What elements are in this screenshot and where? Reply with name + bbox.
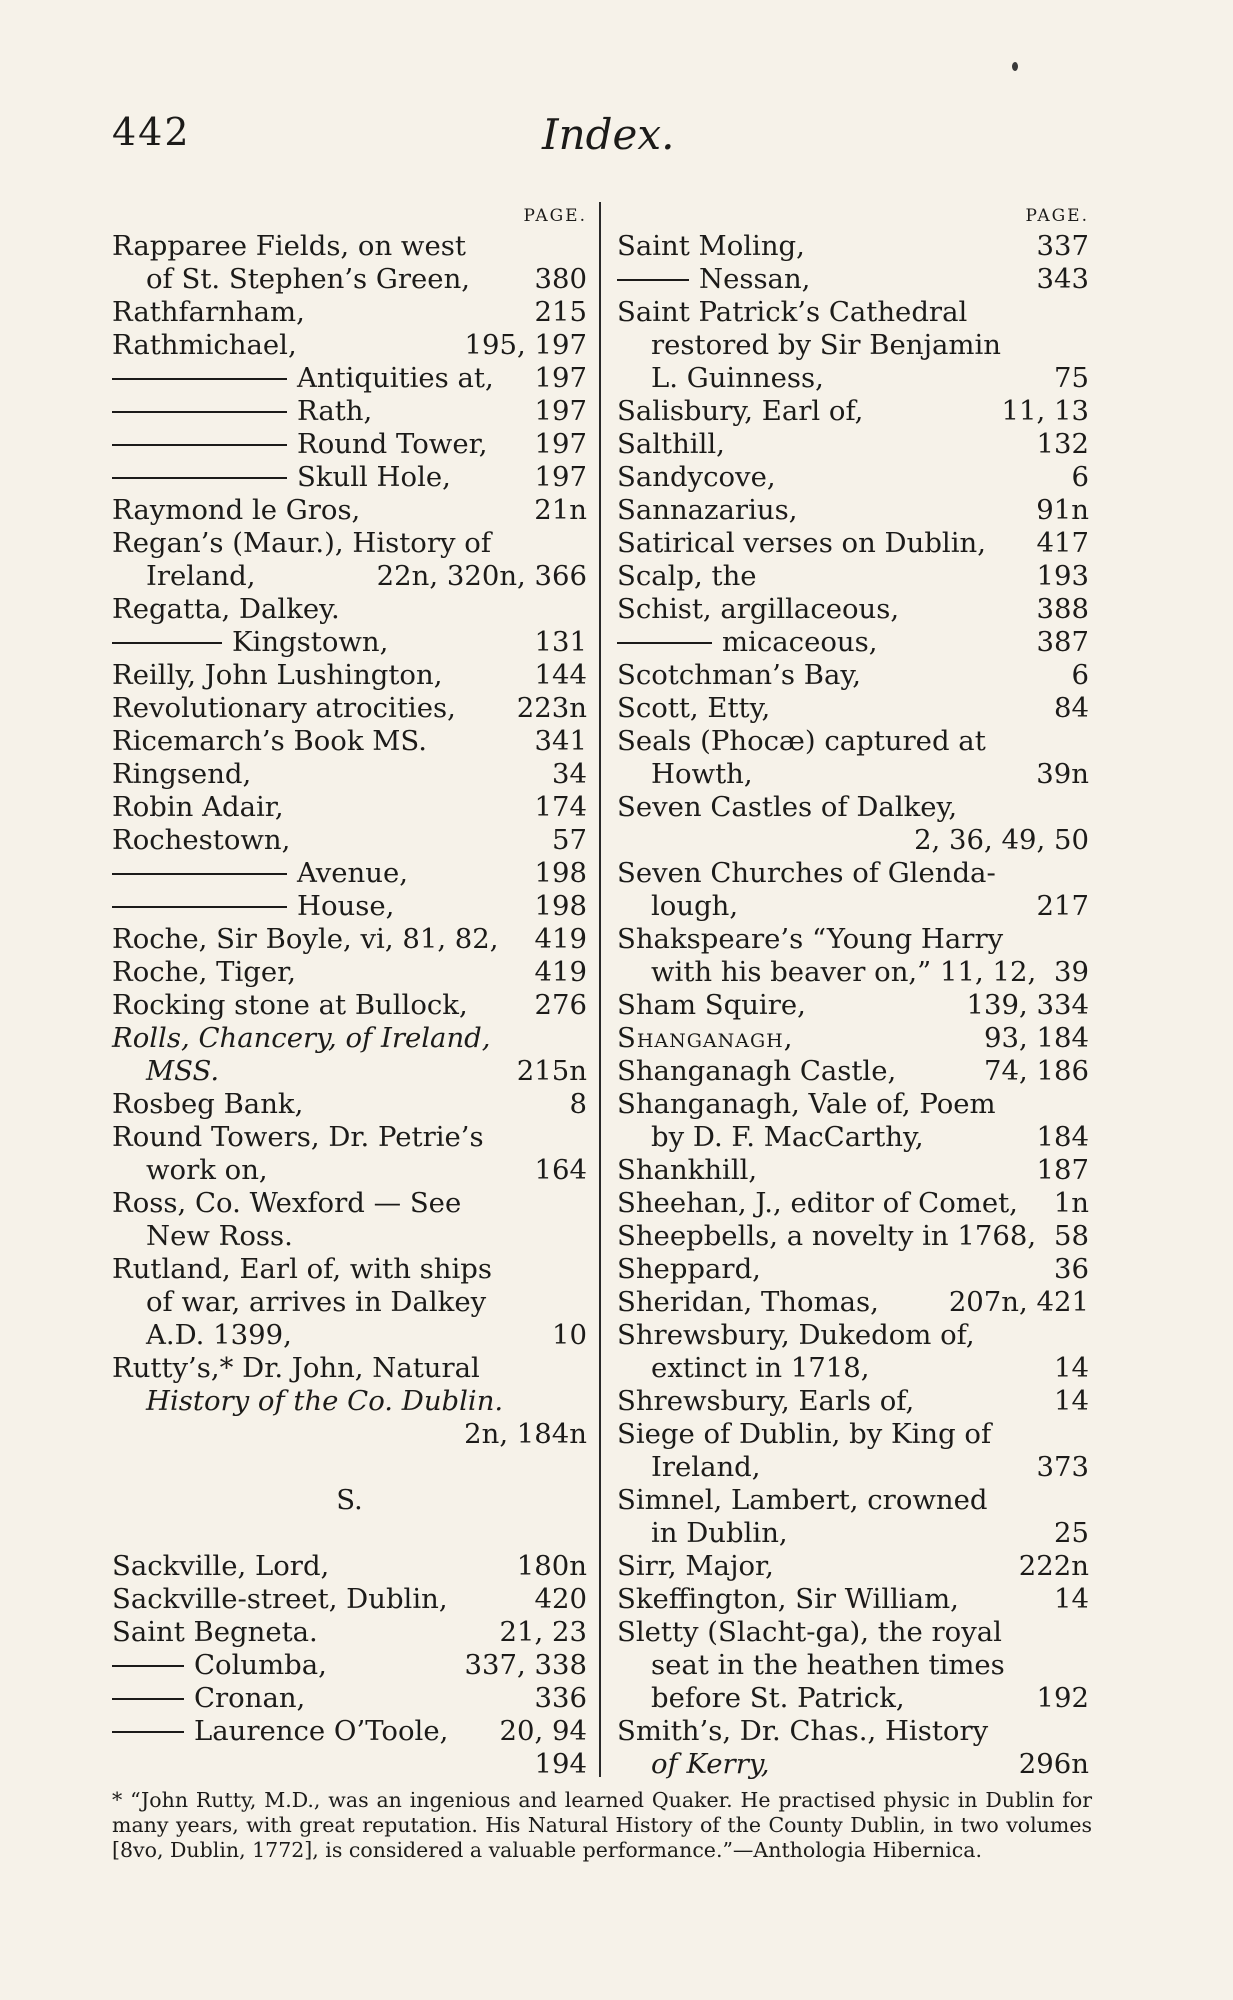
index-entry xyxy=(617,461,1089,494)
index-entry xyxy=(617,1253,1089,1286)
entry-page-ref: 419 xyxy=(534,956,587,988)
entry-text: Shanganagh, xyxy=(617,1022,794,1054)
entry-page-ref: 197 xyxy=(534,428,587,460)
entry-page-ref: 337, 338 xyxy=(464,1649,587,1681)
entry-page-ref: 39n xyxy=(1036,758,1089,790)
index-entry xyxy=(112,1715,587,1748)
entry-page-ref: 174 xyxy=(534,791,587,823)
entry-page-ref: 373 xyxy=(1036,1451,1089,1483)
entry-page-ref: 1n xyxy=(1053,1187,1089,1219)
index-entry xyxy=(617,824,1089,857)
index-entry xyxy=(112,956,587,989)
entry-text: Sheepbells, a novelty in 1768, xyxy=(617,1220,1037,1252)
page-column-label: PAGE. xyxy=(1025,206,1089,226)
index-entry xyxy=(617,1418,1089,1451)
ditto-rule xyxy=(112,477,287,479)
entry-page-ref: 193 xyxy=(1036,560,1089,592)
entry-text: Scalp, the xyxy=(617,560,757,592)
entry-text: Seven Castles of Dalkey, xyxy=(617,791,958,823)
index-entry xyxy=(112,758,587,791)
index-entry xyxy=(112,626,587,659)
entry-text: Rolls, Chancery, of Ireland, xyxy=(112,1022,491,1054)
entry-text: Reilly, John Lushington, xyxy=(112,659,443,691)
entry-text: History of the Co. Dublin. xyxy=(146,1385,504,1417)
entry-text: Seals (Phocæ) captured at xyxy=(617,725,986,757)
entry-text: Saint Begneta. xyxy=(112,1616,318,1648)
entry-text: lough, xyxy=(651,890,739,922)
index-entry xyxy=(112,1418,587,1451)
index-entry xyxy=(617,1517,1089,1550)
index-entry xyxy=(112,1253,587,1286)
entry-page-ref: 184 xyxy=(1036,1121,1089,1153)
entry-text: Saint Patrick’s Cathedral xyxy=(617,296,968,328)
entry-text: Ireland, xyxy=(146,560,256,592)
entry-page-ref: 93, 184 xyxy=(984,1022,1089,1054)
entry-text: Scott, Etty, xyxy=(617,692,771,724)
entry-text: Saint Moling, xyxy=(617,230,805,262)
index-entry xyxy=(112,791,587,824)
entry-text: Smith’s, Dr. Chas., History xyxy=(617,1715,989,1747)
entry-page-ref: 380 xyxy=(534,263,587,295)
entry-text: Rathmichael, xyxy=(112,329,297,361)
entry-page-ref: 14 xyxy=(1054,1352,1089,1384)
entry-page-ref: 91n xyxy=(1036,494,1089,526)
index-entry xyxy=(617,395,1089,428)
index-entry xyxy=(112,1022,587,1055)
entry-page-ref: 420 xyxy=(534,1583,587,1615)
index-entry xyxy=(617,1088,1089,1121)
ink-speck xyxy=(1012,62,1018,71)
entry-page-ref: 341 xyxy=(534,725,587,757)
entry-text: Rochestown, xyxy=(112,824,291,856)
entry-page-ref: 197 xyxy=(534,362,587,394)
entry-text: L. Guinness, xyxy=(651,362,824,394)
index-entry xyxy=(617,1220,1089,1253)
entry-page-ref: 417 xyxy=(1036,527,1089,559)
entry-text: New Ross. xyxy=(146,1220,293,1252)
entry-text: Shrewsbury, Dukedom of, xyxy=(617,1319,975,1351)
ditto-rule xyxy=(112,1731,184,1733)
entry-page-ref: 343 xyxy=(1036,263,1089,295)
ditto-rule xyxy=(112,873,287,875)
index-column-left xyxy=(112,202,587,1781)
entry-text: Rapparee Fields, on west xyxy=(112,230,466,262)
ditto-rule xyxy=(617,279,689,281)
index-entry xyxy=(112,1616,587,1649)
index-entry xyxy=(112,1649,587,1682)
entry-text: Shankhill, xyxy=(617,1154,758,1186)
index-entry xyxy=(617,1352,1089,1385)
entry-page-ref: 57 xyxy=(552,824,587,856)
entry-page-ref: 21n xyxy=(534,494,587,526)
index-entry xyxy=(617,659,1089,692)
index-entry xyxy=(617,857,1089,890)
ditto-rule xyxy=(112,411,287,413)
section-letter xyxy=(112,1484,587,1517)
blank-line xyxy=(112,1451,587,1484)
entry-text: Round Tower, xyxy=(297,428,488,460)
entry-page-ref: 217 xyxy=(1036,890,1089,922)
index-entry xyxy=(617,1187,1089,1220)
page-header xyxy=(112,110,1122,170)
index-entry xyxy=(617,956,1089,989)
entry-text: Laurence O’Toole, xyxy=(194,1715,449,1747)
footnote: * “John Rutty, M.D., was an ingenious and learned Quaker. He practised physic in Dublin for many years, with great reputation. His Natural History of the County Dublin, in two volumes [8vo, Dublin, 1772], is considered a valuable performance.”—Anthologia Hibernica. xyxy=(112,1788,1092,1862)
entry-page-ref: 296n xyxy=(1018,1748,1089,1780)
entry-page-ref: 187 xyxy=(1036,1154,1089,1186)
index-entry xyxy=(112,1319,587,1352)
index-entry xyxy=(617,560,1089,593)
index-entry xyxy=(617,1715,1089,1748)
entry-text: Satirical verses on Dublin, xyxy=(617,527,986,559)
ditto-rule xyxy=(617,642,712,644)
index-entry xyxy=(617,725,1089,758)
index-entry xyxy=(617,362,1089,395)
entry-page-ref: 25 xyxy=(1054,1517,1089,1549)
index-entry xyxy=(617,527,1089,560)
entry-page-ref: 419 xyxy=(534,923,587,955)
entry-text: Shanganagh, Vale of, Poem xyxy=(617,1088,996,1120)
index-entry xyxy=(112,1055,587,1088)
entry-text: Ross, Co. Wexford — See xyxy=(112,1187,462,1219)
entry-page-ref: 75 xyxy=(1054,362,1089,394)
entry-text: Sheehan, J., editor of Comet, xyxy=(617,1187,1018,1219)
index-entry xyxy=(617,1583,1089,1616)
entry-text: Sannazarius, xyxy=(617,494,798,526)
entry-text: Avenue, xyxy=(297,857,408,889)
entry-text: Sackville-street, Dublin, xyxy=(112,1583,448,1615)
entry-page-ref: 131 xyxy=(534,626,587,658)
entry-page-ref: 2, 36, 49, 50 xyxy=(914,824,1089,856)
entry-page-ref: 197 xyxy=(534,395,587,427)
entry-page-ref: 132 xyxy=(1036,428,1089,460)
index-entry xyxy=(617,1451,1089,1484)
index-entry xyxy=(617,230,1089,263)
entry-text: Regan’s (Maur.), History of xyxy=(112,527,492,559)
entry-page-ref: 195, 197 xyxy=(464,329,587,361)
index-entry xyxy=(112,890,587,923)
running-title: Index. xyxy=(542,110,675,159)
index-entry xyxy=(112,1352,587,1385)
entry-text: Roche, Tiger, xyxy=(112,956,297,988)
entry-text: Regatta, Dalkey. xyxy=(112,593,340,625)
index-entry xyxy=(112,329,587,362)
ditto-rule xyxy=(112,378,287,380)
index-entry xyxy=(617,1649,1089,1682)
entry-text: micaceous, xyxy=(722,626,878,658)
entry-text: Sandycove, xyxy=(617,461,776,493)
index-column-right xyxy=(617,202,1089,1781)
entry-text: Shanganagh Castle, xyxy=(617,1055,897,1087)
entry-text: Rocking stone at Bullock, xyxy=(112,989,468,1021)
entry-text: Skull Hole, xyxy=(297,461,451,493)
entry-text: Sackville, Lord, xyxy=(112,1550,330,1582)
entry-text: Sheppard, xyxy=(617,1253,761,1285)
entry-text: A.D. 1399, xyxy=(146,1319,292,1351)
entry-text: Rosbeg Bank, xyxy=(112,1088,304,1120)
entry-text: of St. Stephen’s Green, xyxy=(146,263,471,295)
index-entry xyxy=(112,1748,587,1781)
index-entry xyxy=(617,1286,1089,1319)
entry-page-ref: 74, 186 xyxy=(984,1055,1089,1087)
index-entry xyxy=(617,593,1089,626)
index-entry xyxy=(112,527,587,560)
entry-page-ref: 276 xyxy=(534,989,587,1021)
entry-text: in Dublin, xyxy=(651,1517,788,1549)
entry-page-ref: 36 xyxy=(1054,1253,1089,1285)
index-entry xyxy=(112,989,587,1022)
index-entry xyxy=(112,263,587,296)
index-entry xyxy=(617,494,1089,527)
entry-text: MSS. xyxy=(146,1055,220,1087)
entry-page-ref: 39 xyxy=(1054,956,1089,988)
index-entry xyxy=(112,1121,587,1154)
entry-text: Siege of Dublin, by King of xyxy=(617,1418,992,1450)
entry-text: Rathfarnham, xyxy=(112,296,305,328)
entry-text: Rutland, Earl of, with ships xyxy=(112,1253,493,1285)
entry-text: Antiquities at, xyxy=(297,362,494,394)
entry-page-ref: 20, 94 xyxy=(499,1715,587,1747)
entry-page-ref: 84 xyxy=(1054,692,1089,724)
entry-text: Shakspeare’s “Young Harry xyxy=(617,923,1004,955)
index-entry xyxy=(617,296,1089,329)
index-entry xyxy=(617,890,1089,923)
ditto-rule xyxy=(112,1665,184,1667)
index-entry xyxy=(112,494,587,527)
index-entry xyxy=(112,1187,587,1220)
entry-page-ref: 6 xyxy=(1071,659,1089,691)
entry-text: House, xyxy=(297,890,395,922)
entry-text: of war, arrives in Dalkey xyxy=(146,1286,487,1318)
entry-page-ref: 194 xyxy=(534,1748,587,1780)
index-entry xyxy=(617,1022,1089,1055)
index-entry xyxy=(617,1319,1089,1352)
page-column-label: PAGE. xyxy=(523,206,587,226)
entry-text: Raymond le Gros, xyxy=(112,494,361,526)
entry-page-ref: 198 xyxy=(534,890,587,922)
entry-text: Ringsend, xyxy=(112,758,252,790)
index-entry xyxy=(112,296,587,329)
entry-page-ref: 2n, 184n xyxy=(464,1418,587,1450)
entry-page-ref: 144 xyxy=(534,659,587,691)
entry-text: Salisbury, Earl of, xyxy=(617,395,864,427)
index-entry xyxy=(617,329,1089,362)
index-entry xyxy=(112,1088,587,1121)
entry-page-ref: 337 xyxy=(1036,230,1089,262)
entry-text: Ireland, xyxy=(651,1451,761,1483)
entry-page-ref: 197 xyxy=(534,461,587,493)
entry-text: Kingstown, xyxy=(232,626,389,658)
index-entry xyxy=(112,395,587,428)
entry-text: work on, xyxy=(146,1154,268,1186)
entry-text: restored by Sir Benjamin xyxy=(651,329,1002,361)
entry-text: Simnel, Lambert, crowned xyxy=(617,1484,988,1516)
index-entry xyxy=(617,1616,1089,1649)
index-entry xyxy=(617,1385,1089,1418)
entry-page-ref: 198 xyxy=(534,857,587,889)
index-entry xyxy=(617,428,1089,461)
index-entry xyxy=(112,857,587,890)
entry-text: Sirr, Major, xyxy=(617,1550,774,1582)
entry-page-ref: 14 xyxy=(1054,1385,1089,1417)
entry-text: Scotchman’s Bay, xyxy=(617,659,861,691)
index-entry xyxy=(617,1121,1089,1154)
index-entry xyxy=(112,1220,587,1253)
entry-text: Shrewsbury, Earls of, xyxy=(617,1385,915,1417)
index-entry xyxy=(112,923,587,956)
entry-text: Nessan, xyxy=(699,263,811,295)
index-entry xyxy=(112,1154,587,1187)
index-entry xyxy=(112,461,587,494)
entry-text: by D. F. MacCarthy, xyxy=(651,1121,924,1153)
entry-page-ref: 387 xyxy=(1036,626,1089,658)
index-entry xyxy=(617,923,1089,956)
index-entry xyxy=(112,560,587,593)
entry-page-ref: 388 xyxy=(1036,593,1089,625)
entry-page-ref: 207n, 421 xyxy=(948,1286,1089,1318)
column-divider xyxy=(599,202,601,1777)
entry-text: with his beaver on,” 11, 12, xyxy=(651,956,1037,988)
entry-page-ref: 222n xyxy=(1018,1550,1089,1582)
entry-page-ref: 139, 334 xyxy=(966,989,1089,1021)
entry-text: Rath, xyxy=(297,395,373,427)
index-entry xyxy=(617,989,1089,1022)
ditto-rule xyxy=(112,444,287,446)
entry-page-ref: 6 xyxy=(1071,461,1089,493)
entry-page-ref: 14 xyxy=(1054,1583,1089,1615)
entry-text: of Kerry, xyxy=(651,1748,770,1780)
entry-page-ref: 10 xyxy=(552,1319,587,1351)
index-entry xyxy=(617,692,1089,725)
entry-text: Seven Churches of Glenda- xyxy=(617,857,996,889)
index-entry xyxy=(617,1154,1089,1187)
entry-text: Salthill, xyxy=(617,428,725,460)
index-entry xyxy=(112,1286,587,1319)
index-entry xyxy=(112,1682,587,1715)
entry-page-ref: 192 xyxy=(1036,1682,1089,1714)
index-entry xyxy=(617,758,1089,791)
entry-page-ref: 223n xyxy=(516,692,587,724)
entry-page-ref: 8 xyxy=(569,1088,587,1120)
index-entry xyxy=(112,824,587,857)
ditto-rule xyxy=(112,906,287,908)
index-entry xyxy=(112,1550,587,1583)
entry-page-ref: 164 xyxy=(534,1154,587,1186)
index-entry xyxy=(112,1583,587,1616)
index-entry xyxy=(112,362,587,395)
entry-text: Roche, Sir Boyle, vi, 81, 82, xyxy=(112,923,499,955)
index-entry xyxy=(617,1484,1089,1517)
entry-page-ref: 215 xyxy=(534,296,587,328)
index-entry xyxy=(112,692,587,725)
entry-text: Cronan, xyxy=(194,1682,306,1714)
entry-text: Sheridan, Thomas, xyxy=(617,1286,879,1318)
entry-text: seat in the heathen times xyxy=(651,1649,1005,1681)
entry-page-ref: 34 xyxy=(552,758,587,790)
entry-page-ref: 22n, 320n, 366 xyxy=(376,560,587,592)
entry-text: Howth, xyxy=(651,758,753,790)
index-entry xyxy=(617,1055,1089,1088)
entry-page-ref: 11, 13 xyxy=(1001,395,1089,427)
entry-text: Revolutionary atrocities, xyxy=(112,692,456,724)
entry-text: Columba, xyxy=(194,1649,327,1681)
entry-page-ref: 180n xyxy=(516,1550,587,1582)
entry-text: Sham Squire, xyxy=(617,989,806,1021)
index-entry xyxy=(617,626,1089,659)
entry-text: Rutty’s,* Dr. John, Natural xyxy=(112,1352,480,1384)
index-entry xyxy=(617,263,1089,296)
ditto-rule xyxy=(112,1698,184,1700)
entry-text: Round Towers, Dr. Petrie’s xyxy=(112,1121,484,1153)
page-number: 442 xyxy=(112,110,191,154)
index-entry xyxy=(112,593,587,626)
entry-page-ref: 336 xyxy=(534,1682,587,1714)
blank-line xyxy=(112,1517,587,1550)
index-entry xyxy=(617,1748,1089,1781)
index-entry xyxy=(112,428,587,461)
entry-text: Schist, argillaceous, xyxy=(617,593,900,625)
entry-text: Ricemarch’s Book MS. xyxy=(112,725,427,757)
entry-text: S. xyxy=(336,1484,363,1516)
index-entry xyxy=(112,1385,587,1418)
index-entry xyxy=(617,791,1089,824)
entry-text: Skeffington, Sir William, xyxy=(617,1583,959,1615)
entry-page-ref: 215n xyxy=(516,1055,587,1087)
ditto-rule xyxy=(112,642,222,644)
entry-page-ref: 21, 23 xyxy=(499,1616,587,1648)
entry-page-ref: 58 xyxy=(1054,1220,1089,1252)
entry-text: extinct in 1718, xyxy=(651,1352,870,1384)
index-entry xyxy=(112,659,587,692)
index-entry xyxy=(617,1550,1089,1583)
entry-text: Robin Adair, xyxy=(112,791,284,823)
entry-text: Sletty (Slacht-ga), the royal xyxy=(617,1616,1002,1648)
index-entry xyxy=(617,1682,1089,1715)
index-entry xyxy=(112,725,587,758)
index-entry xyxy=(112,230,587,263)
entry-text: before St. Patrick, xyxy=(651,1682,905,1714)
